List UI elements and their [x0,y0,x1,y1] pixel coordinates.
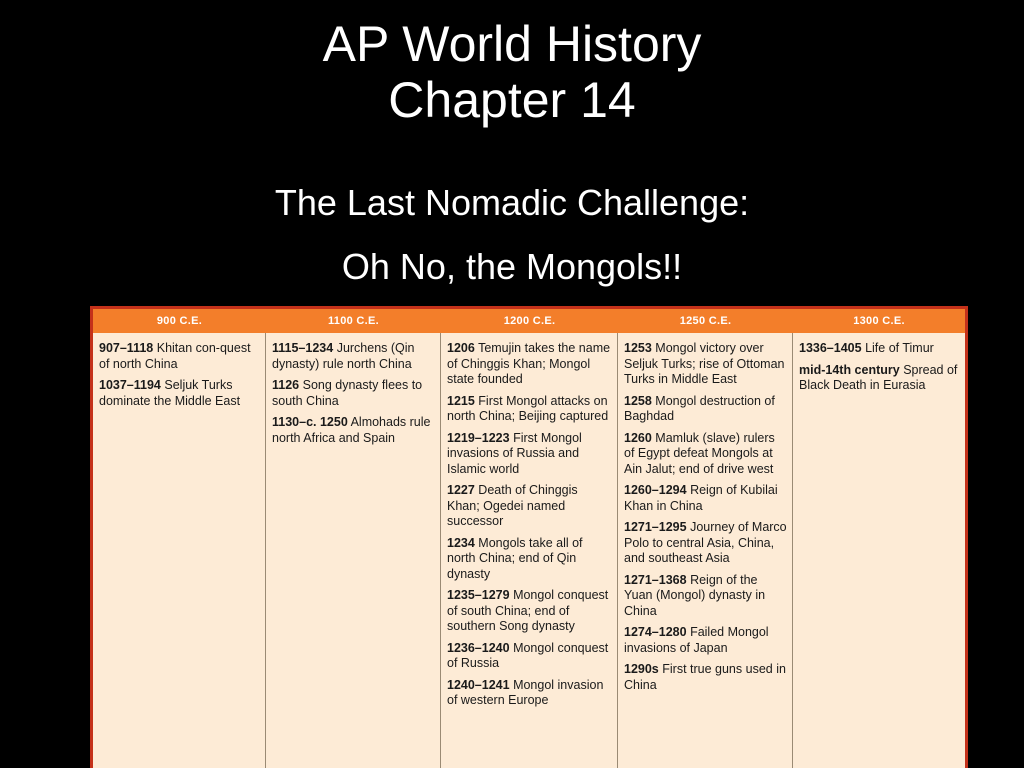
slide-subtitle [0,182,1024,288]
entry-year: 1271–1368 [624,572,687,587]
timeline-column-1250 [618,333,793,768]
timeline-entry [447,394,613,425]
entry-year: 1037–1194 [99,378,161,392]
entry-year: 1235–1279 [447,588,510,602]
timeline-column-900 [93,333,266,768]
timeline-entry [99,378,261,409]
entry-text: First Mongol invasions of Russia and Islamic world [447,430,582,476]
entry-year: 1234 [447,535,475,550]
timeline-column-1100 [266,333,441,768]
timeline-entry [624,431,788,478]
timeline-entry [447,641,613,672]
entry-year: 1206 [447,341,475,355]
entry-year: 1240–1241 [447,677,510,692]
entry-text: Spread of Black Death in Eurasia [799,362,958,392]
timeline-entry [624,341,788,388]
entry-text: Seljuk Turks dominate the Middle East [99,378,241,408]
timeline-entry [447,536,613,583]
entry-text: Journey of Marco Polo to central Asia, China, and southeast Asia [624,520,787,565]
timeline-entry [624,625,788,656]
entry-year: 907–1118 [99,341,154,355]
timeline-entry [447,341,613,388]
timeline-entry [447,431,613,478]
entry-text: Almohads rule north Africa and Spain [272,415,431,445]
entry-text: Temujin takes the name of Chinggis Khan; Mongol state founded [447,341,611,386]
timeline-header-row [93,309,965,333]
entry-text: First Mongol attacks on north China; Beijing captured [447,393,609,423]
entry-text: Life of Timur [865,341,934,355]
timeline-header-1200: 1200 C.E. [503,315,556,327]
timeline-entry [799,341,961,357]
entry-text: Khitan con-quest of north China [99,341,251,371]
entry-text: Jurchens (Qin dynasty) rule north China [272,341,415,371]
timeline-entry [272,378,436,409]
timeline-entry [447,678,613,709]
entry-year: 1271–1295 [624,520,687,534]
timeline-header-1300: 1300 C.E. [853,315,905,327]
entry-text: Failed Mongol invasions of Japan [624,625,769,655]
timeline-header-1250: 1250 C.E. [679,315,732,327]
entry-year: 1253 [624,341,652,355]
title-line-1: AP World History [322,16,702,72]
timeline-entry [447,588,613,635]
entry-year: 1260 [624,430,652,445]
entry-text: Mongol victory over Seljuk Turks; rise of Ottoman Turks in Middle East [624,341,785,386]
entry-text: Song dynasty flees to south China [272,378,423,408]
entry-year: 1236–1240 [447,640,510,655]
entry-text: Death of Chinggis Khan; Ogedei named successor [447,483,578,528]
entry-text: Mongol conquest of Russia [447,640,609,670]
timeline-entry [624,520,788,567]
entry-year: 1227 [447,483,475,497]
timeline-entry [272,415,436,446]
entry-year: 1336–1405 [799,341,862,355]
timeline-entry [99,341,261,372]
entry-year: 1219–1223 [447,430,510,445]
title-line-2: Chapter 14 [388,72,636,128]
timeline-entry [624,394,788,425]
timeline-header-900: 900 C.E. [156,315,203,327]
timeline-column-1200 [441,333,618,768]
timeline-header-1100: 1100 C.E. [327,315,379,327]
slide-title [0,16,1024,128]
entry-year: 1258 [624,393,652,408]
timeline-entry [624,483,788,514]
entry-text: First true guns used in China [624,662,786,692]
timeline-table [90,306,968,768]
subtitle-line-1: The Last Nomadic Challenge: [274,182,750,223]
entry-year: 1130–c. 1250 [272,415,348,429]
entry-text: Mongol destruction of Baghdad [624,393,775,423]
entry-year: 1115–1234 [272,341,334,355]
entry-year: 1290s [624,662,659,676]
timeline-entry [799,363,961,394]
timeline-column-1300 [793,333,965,768]
entry-year: 1215 [447,393,475,408]
subtitle-line-2: Oh No, the Mongols!! [341,246,683,287]
entry-text: Mamluk (slave) rulers of Egypt defeat Mongols at Ain Jalut; end of drive west [624,430,775,476]
timeline-entry [447,483,613,530]
timeline-body [93,333,965,768]
entry-year: 1260–1294 [624,483,687,497]
entry-year: 1126 [272,378,300,392]
timeline-entry [624,573,788,620]
timeline-entry [624,662,788,693]
entry-text: Mongol conquest of south China; end of southern Song dynasty [447,588,609,633]
entry-text: Mongols take all of north China; end of Qin dynasty [447,535,583,581]
entry-text: Reign of the Yuan (Mongol) dynasty in China [624,572,766,618]
entry-year: mid-14th century [799,362,900,377]
entry-year: 1274–1280 [624,625,687,639]
entry-text: Mongol invasion of western Europe [447,677,604,707]
entry-text: Reign of Kubilai Khan in China [624,483,778,513]
timeline-entry [272,341,436,372]
